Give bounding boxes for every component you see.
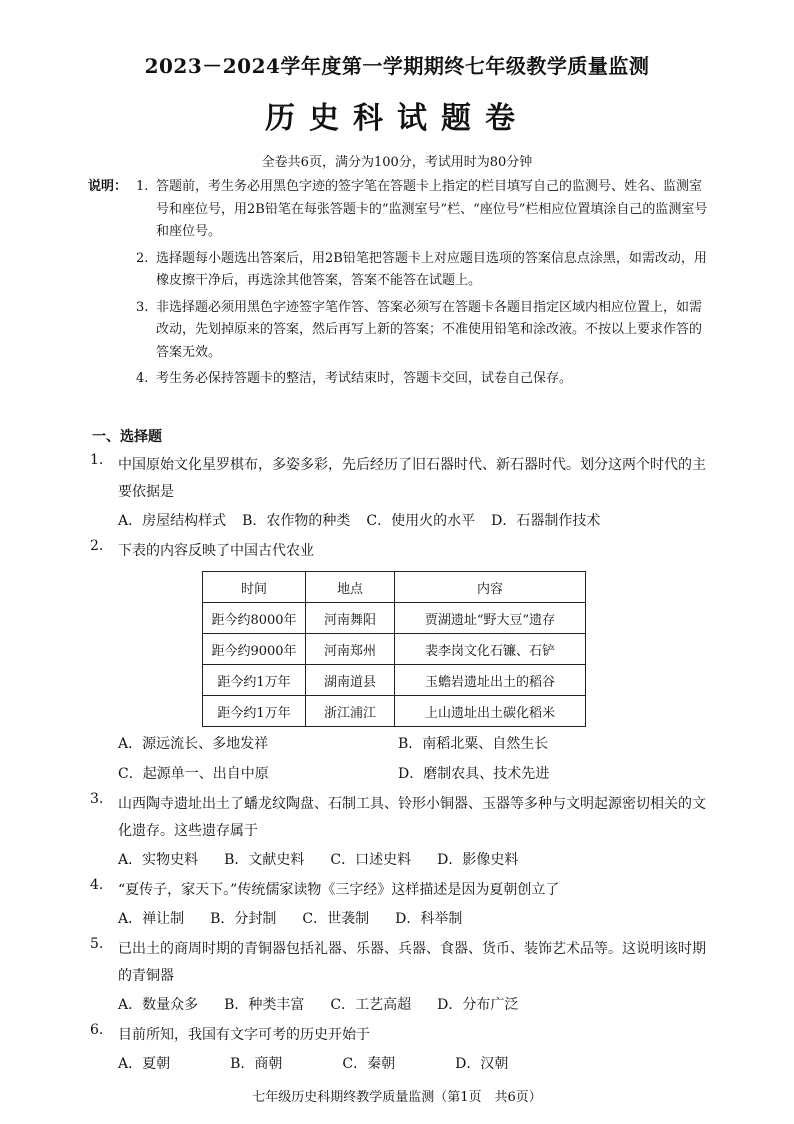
table-header-cell: 地点 <box>306 572 395 603</box>
table-cell: 距今约1万年 <box>203 696 306 727</box>
option-a: A．源远流长、多地发祥 <box>118 736 269 752</box>
instruction-item <box>134 176 708 244</box>
option-d: D．石器制作技术 <box>491 513 601 529</box>
question-3 <box>90 791 710 871</box>
question-stem: 山西陶寺遗址出土了蟠龙纹陶盘、石制工具、铃形小铜器、玉器等多种与文明起源密切相关的文化遗存。这些遗存属于 <box>118 796 706 839</box>
option-c: C．使用火的水平 <box>366 513 476 529</box>
option-a: A．数量众多 <box>118 997 199 1013</box>
table-header-cell: 内容 <box>395 572 586 603</box>
exam-title: 2023－2024学年度第一学期期终七年级教学质量监测 <box>144 54 650 78</box>
option-c: C．口述史料 <box>330 852 412 868</box>
option-list <box>118 510 710 532</box>
table-row <box>203 696 586 727</box>
question-number: 4. <box>90 877 104 893</box>
option-d: D．磨制农具、技术先进 <box>398 766 550 782</box>
question-number: 6. <box>90 1022 104 1038</box>
section-heading: 一、选择题 <box>92 429 162 445</box>
page-footer: 七年级历史科期终教学质量监测（第1页 共6页） <box>252 1090 542 1105</box>
table-header-cell: 时间 <box>203 572 306 603</box>
question-4 <box>90 877 710 930</box>
instruction-number: 3. <box>136 299 149 315</box>
instructions-list <box>134 176 708 391</box>
table-cell: 距今约1万年 <box>203 665 306 696</box>
question-2 <box>90 538 710 785</box>
option-b: B．种类丰富 <box>224 997 305 1013</box>
instructions <box>88 176 708 391</box>
option-list <box>118 849 710 871</box>
subject-title: 历史科试题卷 <box>265 101 529 136</box>
option-d: D．影像史料 <box>437 852 519 868</box>
question-stem: 下表的内容反映了中国古代农业 <box>118 543 314 559</box>
question-number: 1. <box>90 452 104 468</box>
instructions-label: 说明： <box>88 179 128 194</box>
instruction-number: 2. <box>136 250 149 266</box>
table-cell: 河南舞阳 <box>306 603 395 634</box>
question-stem: “夏传子，家天下。”传统儒家读物《三字经》这样描述是因为夏朝创立了 <box>118 882 560 898</box>
question-5 <box>90 936 710 1016</box>
instruction-text: 考生务必保持答题卡的整洁，考试结束时，答题卡交回，试卷自己保存。 <box>156 371 573 386</box>
questions <box>90 452 710 1075</box>
table-cell: 浙江浦江 <box>306 696 395 727</box>
option-a: A．夏朝 <box>118 1056 171 1072</box>
option-c: C．秦朝 <box>342 1056 396 1072</box>
table-cell: 上山遗址出土碳化稻米 <box>395 696 586 727</box>
question-6 <box>90 1022 710 1075</box>
exam-meta: 全卷共6页，满分为100分，考试用时为80分钟 <box>261 155 533 170</box>
table-row <box>203 634 586 665</box>
question-number: 5. <box>90 936 104 952</box>
option-d: D．科举制 <box>395 911 463 927</box>
option-list <box>118 1053 710 1075</box>
instruction-number: 1. <box>136 179 149 194</box>
option-list <box>118 908 710 930</box>
instruction-item <box>134 248 708 293</box>
option-b: B．商朝 <box>230 1056 283 1072</box>
table-cell: 贾湖遗址“野大豆”遗存 <box>395 603 586 634</box>
instruction-item <box>134 297 708 365</box>
instruction-text: 答题前，考生务必用黑色字迹的签字笔在答题卡上指定的栏目填写自己的监测号、姓名、监测室号和座位号，用2B铅笔在每张答题卡的“监测室号”栏、“座位号”栏相应位置填涂自己的监测室号和座位号。 <box>156 179 708 239</box>
option-b: B．文献史料 <box>224 852 305 868</box>
option-c: C．工艺高超 <box>330 997 412 1013</box>
exam-header <box>0 50 794 170</box>
question-stem: 已出土的商周时期的青铜器包括礼器、乐器、兵器、食器、货币、装饰艺术品等。这说明该时期的青铜器 <box>118 941 706 984</box>
instruction-item <box>134 368 708 391</box>
table-header-row <box>203 572 586 603</box>
option-list <box>118 733 710 785</box>
option-d: D．分布广泛 <box>437 997 519 1013</box>
table-cell: 距今约8000年 <box>203 603 306 634</box>
question-stem: 中国原始文化星罗棋布，多姿多彩，先后经历了旧石器时代、新石器时代。划分这两个时代的主要依据是 <box>118 457 706 500</box>
table-cell: 裴李岗文化石镰、石铲 <box>395 634 586 665</box>
question-number: 3. <box>90 791 104 807</box>
option-a: A．房屋结构样式 <box>118 513 227 529</box>
table-row <box>203 665 586 696</box>
option-a: A．实物史料 <box>118 852 199 868</box>
option-b: B．分封制 <box>210 911 277 927</box>
option-b: B．南稻北粟、自然生长 <box>398 736 549 752</box>
instruction-text: 非选择题必须用黑色字迹签字笔作答、答案必须写在答题卡各题目指定区域内相应位置上，如需改动，先划掉原来的答案，然后再写上新的答案；不准使用铅笔和涂改液。不按以上要求作答的答案无效。 <box>156 299 703 360</box>
table-cell: 湖南道县 <box>306 665 395 696</box>
option-b: B．农作物的种类 <box>242 513 351 529</box>
table-row <box>203 603 586 634</box>
option-d: D．汉朝 <box>455 1056 509 1072</box>
option-c: C．起源单一、出自中原 <box>118 766 269 782</box>
instruction-text: 选择题每小题选出答案后，用2B铅笔把答题卡上对应题目选项的答案信息点涂黑，如需改动，用橡皮擦干净后，再选涂其他答案，答案不能答在试题上。 <box>156 250 707 288</box>
table-cell: 河南郑州 <box>306 634 395 665</box>
question-1 <box>90 452 710 532</box>
question-number: 2. <box>90 538 104 554</box>
question-stem: 目前所知，我国有文字可考的历史开始于 <box>118 1027 370 1043</box>
table-cell: 距今约9000年 <box>203 634 306 665</box>
option-c: C．世袭制 <box>302 911 370 927</box>
instruction-number: 4. <box>136 371 149 386</box>
option-a: A．禅让制 <box>118 911 185 927</box>
agriculture-table <box>202 571 586 727</box>
option-list <box>118 994 710 1016</box>
table-cell: 玉蟾岩遗址出土的稻谷 <box>395 665 586 696</box>
